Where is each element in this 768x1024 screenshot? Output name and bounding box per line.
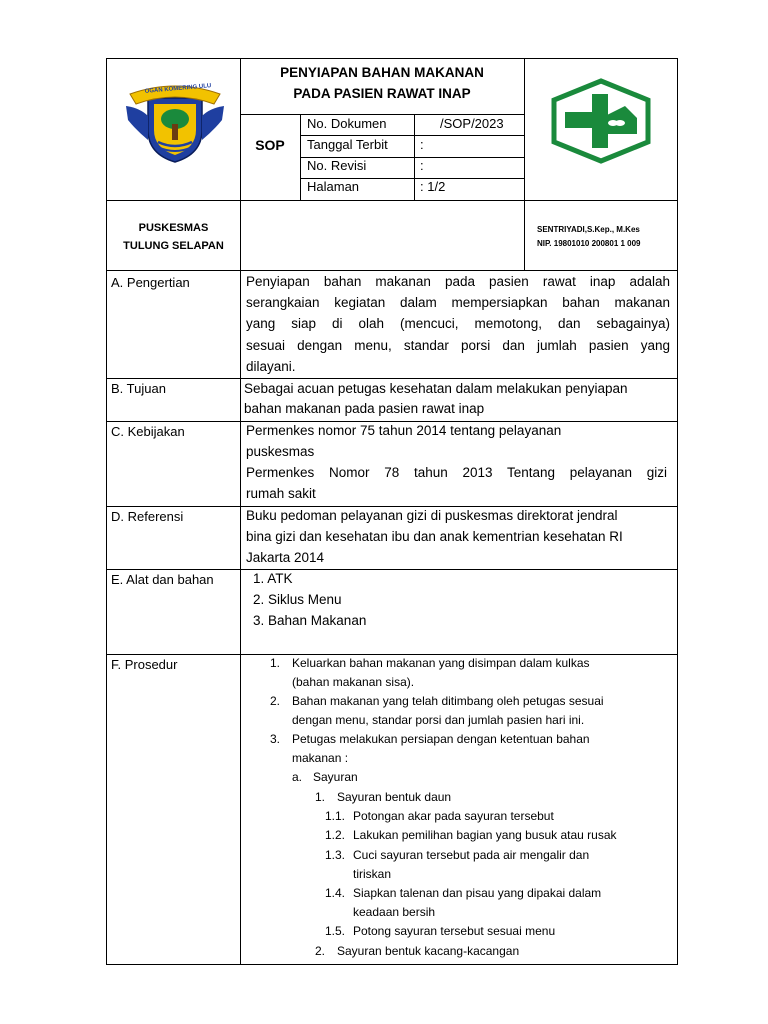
divider bbox=[106, 421, 678, 422]
prosedur-num: 1.4. bbox=[325, 886, 346, 900]
divider bbox=[106, 569, 678, 570]
meta-label-no-dokumen: No. Dokumen bbox=[307, 116, 387, 131]
prosedur-num: 1.5. bbox=[325, 924, 346, 938]
alat-item: 3. Bahan Makanan bbox=[253, 613, 367, 628]
divider bbox=[524, 58, 525, 270]
meta-label-tanggal-terbit: Tanggal Terbit bbox=[307, 137, 388, 152]
tujuan-line: Sebagai acuan petugas kesehatan dalam melakukan penyiapan bbox=[244, 381, 628, 396]
document-title-line2: PADA PASIEN RAWAT INAP bbox=[293, 86, 471, 101]
prosedur-text: Sayuran bentuk daun bbox=[337, 790, 452, 804]
prosedur-text: tiriskan bbox=[353, 867, 392, 881]
pengertian-line: dilayani. bbox=[246, 359, 296, 374]
prosedur-text: dengan menu, standar porsi dan jumlah pasien hari ini. bbox=[292, 713, 585, 727]
divider bbox=[106, 506, 678, 507]
prosedur-text: Sayuran bbox=[313, 770, 358, 784]
section-label-prosedur: F. Prosedur bbox=[111, 657, 178, 672]
meta-value-no-revisi: : bbox=[420, 158, 424, 173]
table-border-left bbox=[106, 58, 107, 965]
section-label-kebijakan: C. Kebijakan bbox=[111, 424, 185, 439]
signer-name: SENTRIYADI,S.Kep., M.Kes bbox=[537, 225, 640, 234]
kebijakan-line: Permenkes Nomor 78 tahun 2013 Tentang pelayanan gizi bbox=[246, 465, 667, 480]
alat-item: 1. ATK bbox=[253, 571, 293, 586]
prosedur-text: Petugas melakukan persiapan dengan ketentuan bahan bbox=[292, 732, 590, 746]
table-border-bottom bbox=[106, 964, 678, 965]
document-title-line1: PENYIAPAN BAHAN MAKANAN bbox=[280, 65, 484, 80]
signer-nip: NIP. 19801010 200801 1 009 bbox=[537, 239, 641, 248]
sop-label: SOP bbox=[255, 137, 285, 153]
pengertian-line: sesuai dengan menu, standar porsi dan jumlah pasien yang bbox=[246, 338, 670, 353]
meta-value-halaman: : 1/2 bbox=[420, 179, 446, 194]
prosedur-num: 3. bbox=[270, 732, 281, 746]
referensi-line: bina gizi dan kesehatan ibu dan anak kementrian kesehatan RI bbox=[246, 529, 623, 544]
prosedur-text: (bahan makanan sisa). bbox=[292, 675, 415, 689]
divider bbox=[240, 58, 241, 965]
prosedur-num: 1. bbox=[270, 656, 281, 670]
prosedur-text: Keluarkan bahan makanan yang disimpan dalam kulkas bbox=[292, 656, 590, 670]
prosedur-num: a. bbox=[292, 770, 303, 784]
meta-value-tanggal-terbit: : bbox=[420, 137, 424, 152]
prosedur-text: keadaan bersih bbox=[353, 905, 436, 919]
divider bbox=[106, 270, 678, 271]
meta-label-no-revisi: No. Revisi bbox=[307, 158, 367, 173]
prosedur-text: Bahan makanan yang telah ditimbang oleh petugas sesuai bbox=[292, 694, 604, 708]
prosedur-text: Potongan akar pada sayuran tersebut bbox=[353, 809, 554, 823]
puskesmas-logo bbox=[549, 78, 653, 164]
org-name-line2: TULUNG SELAPAN bbox=[123, 240, 224, 252]
tujuan-line: bahan makanan pada pasien rawat inap bbox=[244, 401, 485, 416]
kebijakan-line: rumah sakit bbox=[246, 486, 316, 501]
section-label-referensi: D. Referensi bbox=[111, 509, 184, 524]
prosedur-text: Cuci sayuran tersebut pada air mengalir dan bbox=[353, 848, 590, 862]
logo-banner-text: OGAN KOMERING ULU bbox=[144, 83, 212, 95]
prosedur-num: 1.2. bbox=[325, 828, 346, 842]
alat-item: 2. Siklus Menu bbox=[253, 592, 342, 607]
divider bbox=[240, 114, 525, 115]
divider bbox=[106, 378, 678, 379]
table-border-right bbox=[677, 58, 678, 965]
referensi-line: Jakarta 2014 bbox=[246, 550, 325, 565]
referensi-line: Buku pedoman pelayanan gizi di puskesmas direktorat jendral bbox=[246, 508, 618, 523]
pengertian-line: Penyiapan bahan makanan pada pasien rawat inap adalah bbox=[246, 274, 670, 289]
divider bbox=[300, 135, 525, 136]
prosedur-num: 1.1. bbox=[325, 809, 346, 823]
prosedur-num: 1. bbox=[315, 790, 326, 804]
prosedur-num: 2. bbox=[270, 694, 281, 708]
section-label-tujuan: B. Tujuan bbox=[111, 381, 166, 396]
prosedur-text: Potong sayuran tersebut sesuai menu bbox=[353, 924, 556, 938]
section-label-alat-bahan: E. Alat dan bahan bbox=[111, 572, 214, 587]
divider bbox=[106, 200, 678, 201]
kebijakan-line: Permenkes nomor 75 tahun 2014 tentang pelayanan bbox=[246, 423, 562, 438]
meta-value-no-dokumen: /SOP/2023 bbox=[440, 116, 504, 131]
section-label-pengertian: A. Pengertian bbox=[111, 275, 190, 290]
pengertian-line: serangkaian kegiatan dalam mempersiapkan bahan makanan bbox=[246, 295, 670, 310]
divider bbox=[106, 654, 678, 655]
meta-label-halaman: Halaman bbox=[307, 179, 360, 194]
kebijakan-line: puskesmas bbox=[246, 444, 315, 459]
org-name-line1: PUSKESMAS bbox=[138, 222, 209, 234]
prosedur-num: 2. bbox=[315, 944, 326, 958]
prosedur-text: Siapkan talenan dan pisau yang dipakai dalam bbox=[353, 886, 602, 900]
prosedur-text: Lakukan pemilihan bagian yang busuk atau rusak bbox=[353, 828, 617, 842]
prosedur-text: Sayuran bentuk kacang-kacangan bbox=[337, 944, 520, 958]
prosedur-num: 1.3. bbox=[325, 848, 346, 862]
table-border-top bbox=[106, 58, 678, 59]
pengertian-line: yang siap di olah (mencuci, memotong, dan sebagainya) bbox=[246, 316, 670, 331]
prosedur-text: makanan : bbox=[292, 751, 349, 765]
